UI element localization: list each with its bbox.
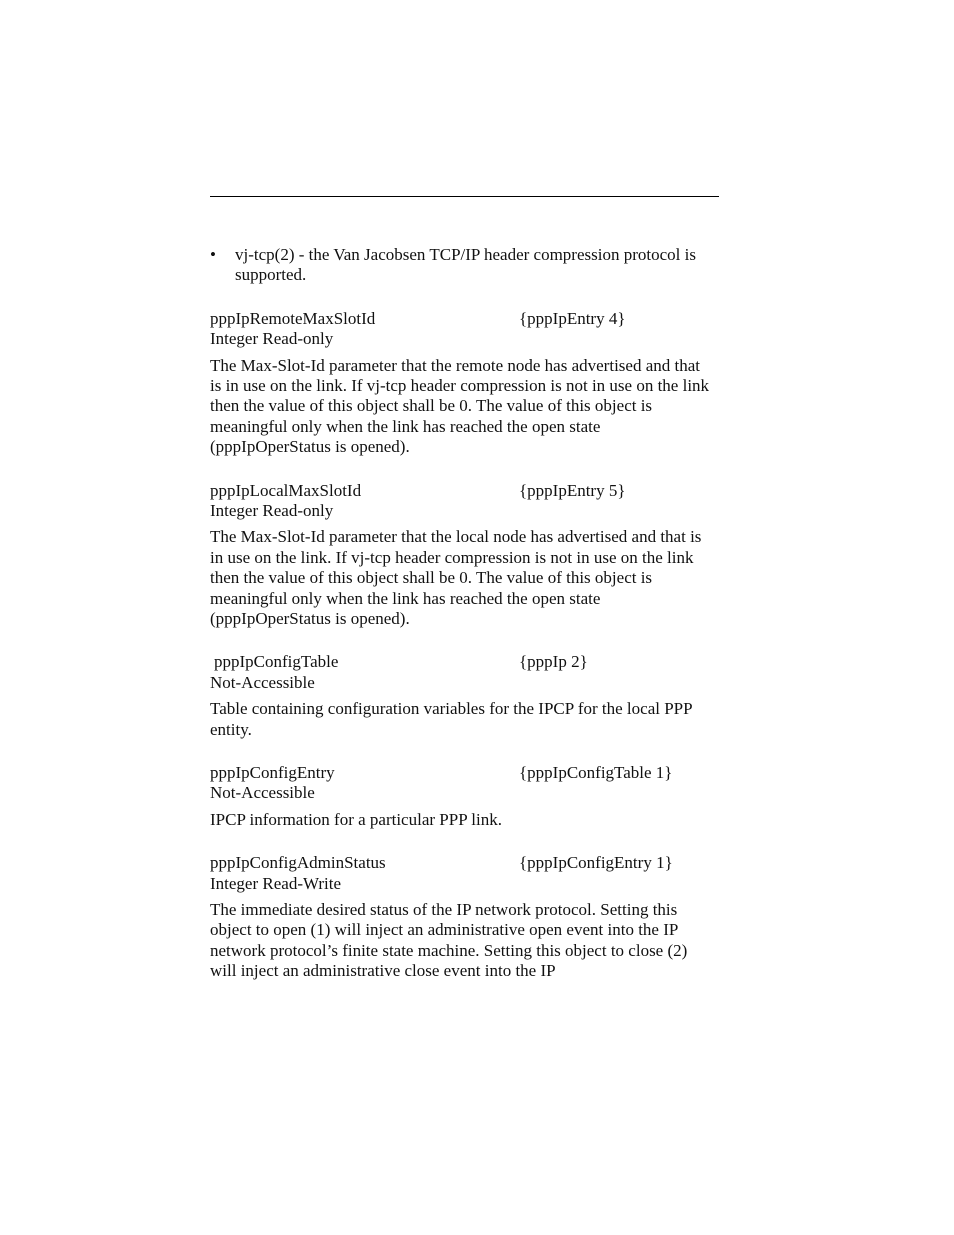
entry-type: Integer Read-only [210, 329, 334, 349]
mib-entry-config-admin-status [210, 853, 715, 981]
mib-entry-remote-max-slot-id [210, 309, 715, 458]
entry-description: The Max-Slot-Id parameter that the remote node has advertised and that is in use on the link. If vj-tcp header compression is not in use on the link then the value of this object shall be 0. The value of this object is meaningful only when the link has reached the open state (pppIpOperStatus is opened). [210, 355, 710, 457]
entry-description: IPCP information for a particular PPP link. [210, 809, 502, 829]
bullet-item [210, 245, 715, 286]
entry-type: Integer Read-Write [210, 873, 341, 893]
entry-oid: {pppIpConfigEntry 1} [519, 853, 673, 873]
entry-heading [210, 853, 715, 873]
entry-name: pppIpLocalMaxSlotId [210, 480, 362, 500]
entry-description: Table containing configuration variables for the IPCP for the local PPP entity. [210, 699, 692, 739]
entry-description: The Max-Slot-Id parameter that the local node has advertised and that is in use on the link. If vj-tcp header compression is not in use on the link then the value of this object shall be 0. The value of this object is meaningful only when the link has reached the open state (pppIpOperStatus is opened). [210, 527, 702, 629]
entry-oid: {pppIpEntry 4} [519, 308, 626, 328]
entry-name: pppIpConfigAdminStatus [210, 853, 386, 873]
entry-heading [210, 309, 715, 329]
mib-entry-config-table [210, 652, 715, 740]
page-body [210, 245, 715, 1005]
entry-heading [210, 481, 715, 501]
header-rule [210, 196, 719, 197]
entry-name: pppIpConfigEntry [210, 763, 335, 783]
entry-heading [210, 763, 715, 783]
entry-oid: {pppIpConfigTable 1} [519, 763, 673, 783]
entry-name: pppIpRemoteMaxSlotId [210, 308, 376, 328]
bullet-text: vj-tcp(2) - the Van Jacobsen TCP/IP header compression protocol is supported. [235, 245, 696, 285]
entry-heading [210, 652, 715, 672]
entry-type: Integer Read-only [210, 501, 334, 521]
mib-entry-config-entry [210, 763, 715, 830]
entry-type: Not-Accessible [210, 672, 315, 692]
entry-name: pppIpConfigTable [214, 652, 339, 672]
entry-description: The immediate desired status of the IP network protocol. Setting this object to open (1) will inject an administrative open event into the IP network protocol’s finite state machine. Setting this object to close (2) will inject an administrative close event into the IP [210, 900, 688, 981]
entry-oid: {pppIp 2} [519, 652, 588, 672]
bullet-mark: • [210, 245, 216, 264]
entry-type: Not-Accessible [210, 783, 315, 803]
entry-oid: {pppIpEntry 5} [519, 480, 626, 500]
mib-entry-local-max-slot-id [210, 481, 715, 630]
